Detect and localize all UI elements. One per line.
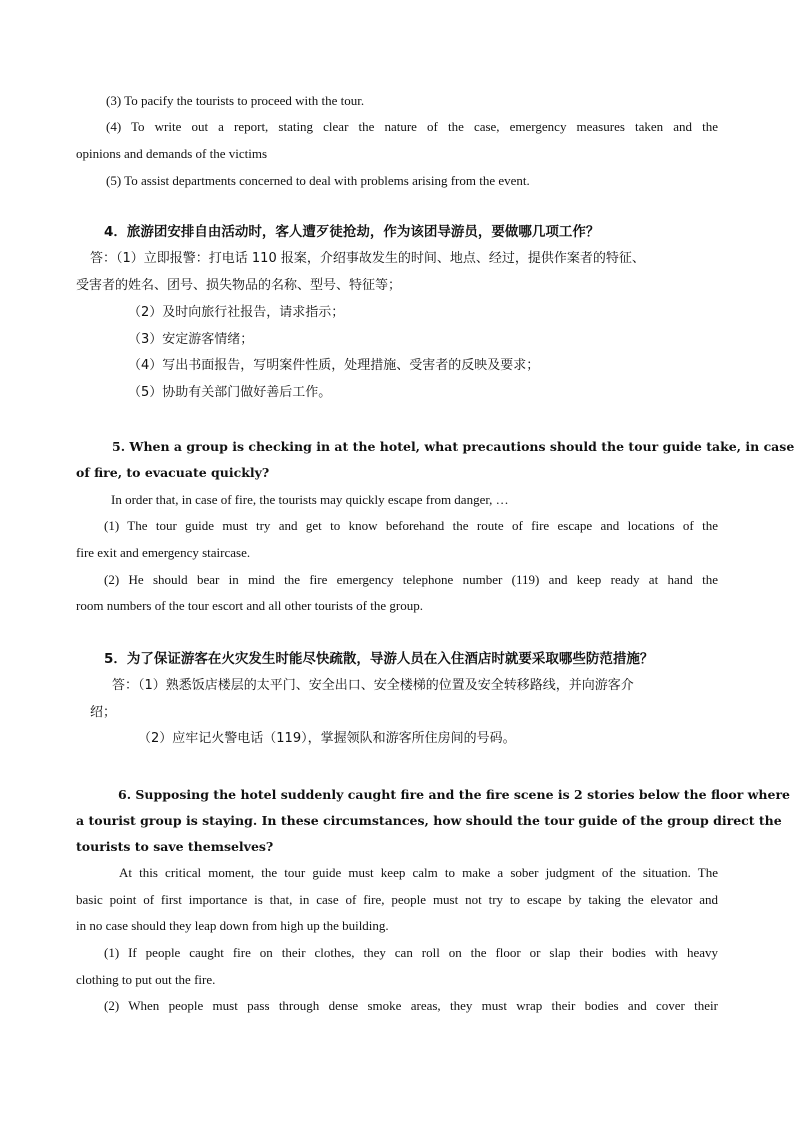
- list-item-4: (4) To write out a report, stating clear the nature of the case, emergency measures taken and the: [106, 119, 718, 134]
- question-5-title-en-cont: of fire, to evacuate quickly?: [76, 465, 270, 480]
- answer-line: (1) If people caught fire on their clothes, they can roll on the floor or slap their bodies with heavy: [104, 945, 718, 960]
- question-4-title: 4．旅游团安排自由活动时，客人遭歹徒抢劫，作为该团导游员，要做哪几项工作？: [104, 224, 600, 240]
- answer-line: (2) When people must pass through dense smoke areas, they must wrap their bodies and cover their: [104, 998, 718, 1013]
- list-item-3: (3) To pacify the tourists to proceed with the tour.: [106, 93, 365, 108]
- answer-line: （2）应牢记火警电话（119），掌握领队和游客所住房间的号码。: [138, 731, 516, 746]
- answer-line: 绍；: [90, 705, 117, 720]
- answer-line: in no case should they leap down from high up the building.: [76, 918, 389, 933]
- question-5-title-en: 5. When a group is checking in at the hotel, what precautions should the tour guide take, in case: [112, 439, 794, 454]
- question-6-title-cont: tourists to save themselves?: [76, 839, 274, 854]
- answer-line: basic point of first importance is that, in case of fire, people must not try to escape by taking the elevator and: [76, 892, 718, 907]
- question-6-title-cont: a tourist group is staying. In these circumstances, how should the tour guide of the group direct the: [76, 813, 782, 828]
- answer-line: fire exit and emergency staircase.: [76, 545, 251, 560]
- answer-line: （4）写出书面报告，写明案件性质，处理措施、受害者的反映及要求；: [128, 358, 540, 373]
- answer-line: （5）协助有关部门做好善后工作。: [128, 385, 332, 400]
- answer-line: room numbers of the tour escort and all other tourists of the group.: [76, 598, 423, 613]
- answer-line: clothing to put out the fire.: [76, 972, 216, 987]
- question-5-title-zh: 5．为了保证游客在火灾发生时能尽快疏散，导游人员在入住酒店时就要采取哪些防范措施？: [104, 651, 654, 667]
- list-item-4-cont: opinions and demands of the victims: [76, 146, 268, 161]
- answer-line: (1) The tour guide must try and get to know beforehand the route of fire escape and locations of the: [104, 518, 718, 533]
- answer-line: At this critical moment, the tour guide must keep calm to make a sober judgment of the situation. The: [119, 865, 718, 880]
- answer-line: （2）及时向旅行社报告，请求指示；: [128, 305, 345, 320]
- answer-line: (2) He should bear in mind the fire emergency telephone number (119) and keep ready at hand the: [104, 572, 718, 587]
- answer-line: 答：（1）立即报警：打电话 110 报案，介绍事故发生的时间、地点、经过，提供作案者的特征、: [90, 251, 645, 266]
- answer-line: （3）安定游客情绪；: [128, 332, 254, 347]
- list-item-5: (5) To assist departments concerned to deal with problems arising from the event.: [106, 173, 530, 188]
- answer-line: 答：（1）熟悉饭店楼层的太平门、安全出口、安全楼梯的位置及安全转移路线，并向游客介: [112, 678, 634, 693]
- answer-line: In order that, in case of fire, the tourists may quickly escape from danger, …: [111, 492, 509, 507]
- question-6-title: 6. Supposing the hotel suddenly caught fire and the fire scene is 2 stories below the floor where: [118, 787, 790, 802]
- answer-line: 受害者的姓名、团号、损失物品的名称、型号、特征等；: [76, 278, 402, 293]
